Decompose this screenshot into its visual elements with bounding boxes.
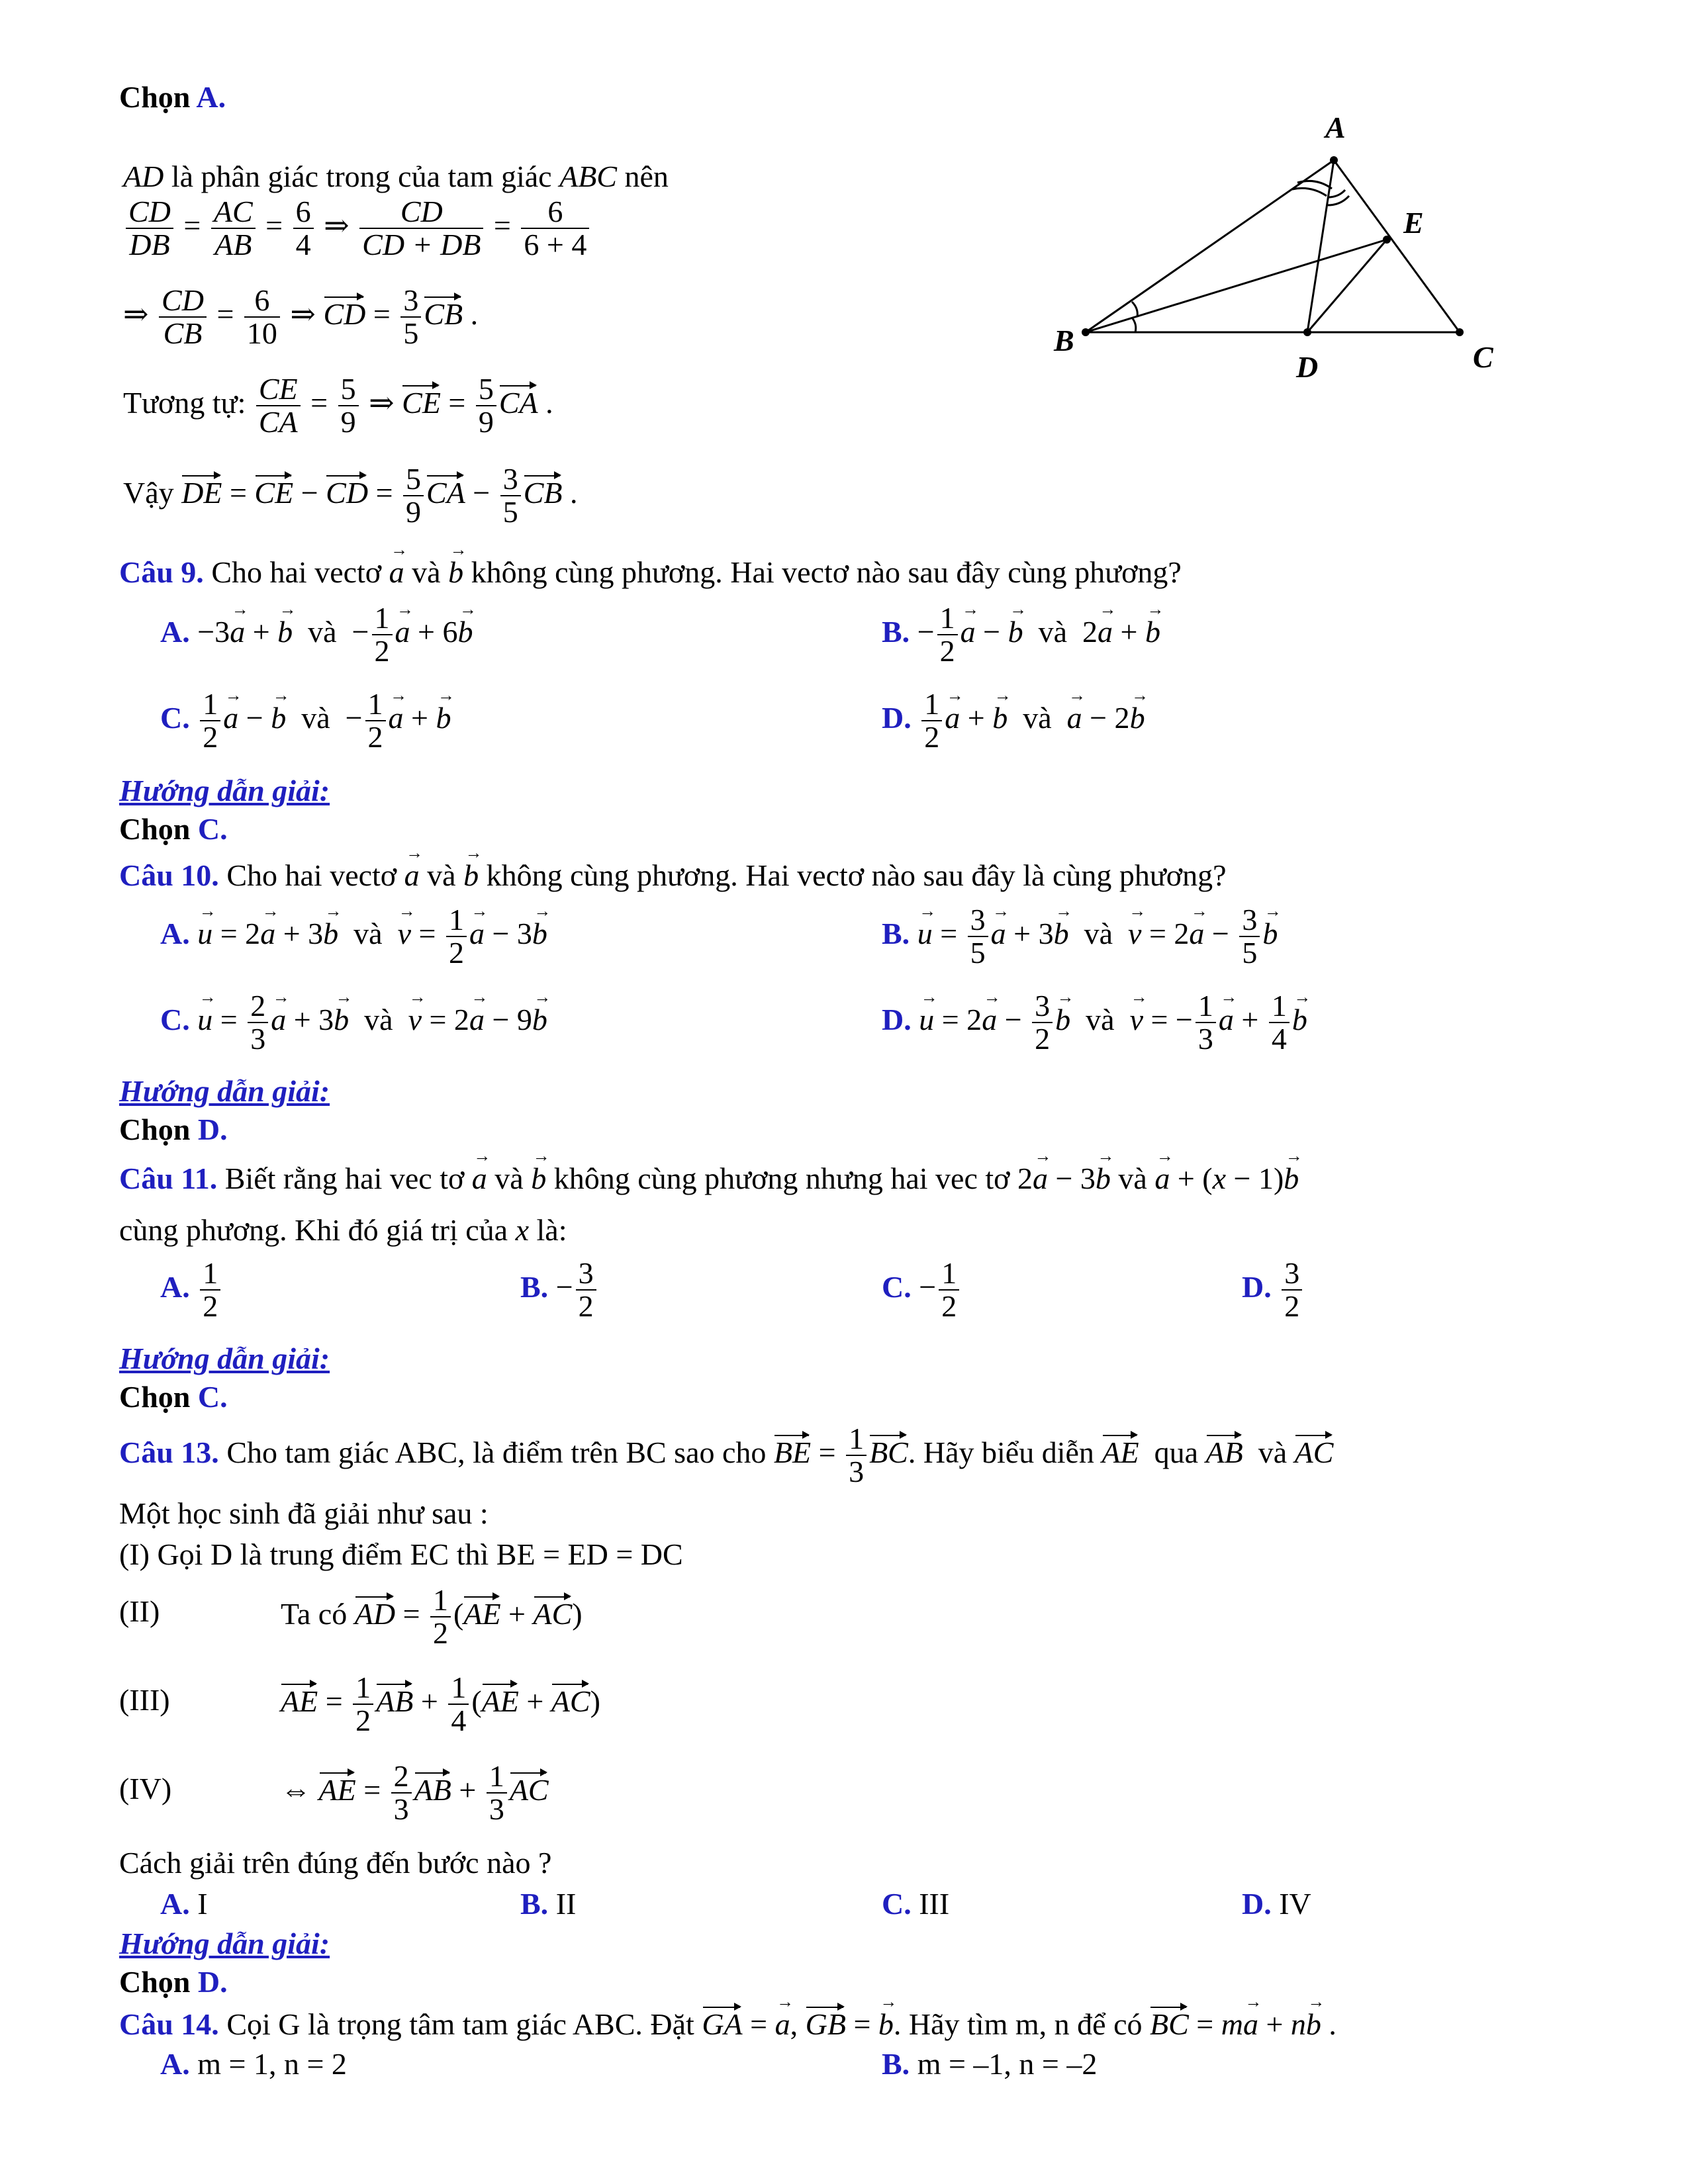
q10-letter-d: D. bbox=[882, 1002, 912, 1036]
q10-hint: Hướng dẫn giải: bbox=[119, 1074, 330, 1108]
label-e: E bbox=[1403, 206, 1424, 240]
q9-option-a[interactable]: A. −3→ a + → b và − $\frac{1}{2}$ → a + 6→ b bbox=[160, 602, 473, 668]
q10-letter-c: C. bbox=[160, 1002, 190, 1036]
q10-option-a[interactable]: A. → u = 2→ a + 3→ b và → v = $\frac{1}{2}$ → a − 3→ b bbox=[160, 904, 547, 970]
q9-letter-d: D. bbox=[882, 700, 912, 735]
q11-letter-a: A. bbox=[160, 1269, 190, 1304]
vay-text: Vậy bbox=[123, 475, 174, 510]
solution-line-1: AD là phân giác trong của tam giác ABC nên bbox=[123, 159, 669, 193]
q11-stem-line2: cùng phương. Khi đó giá trị của x là: bbox=[119, 1213, 567, 1247]
q13-answer: Chọn D. bbox=[119, 1965, 228, 1999]
q13-option-c[interactable] bbox=[882, 1889, 949, 1919]
q13-text2: . Hãy biểu diễn bbox=[908, 1435, 1094, 1469]
point-d bbox=[1303, 328, 1311, 336]
point-c bbox=[1456, 328, 1464, 336]
q11-label: Câu 11. bbox=[119, 1161, 218, 1195]
q13-letter-b: B. bbox=[520, 1887, 549, 1921]
q9-stem: Câu 9. Cho hai vectơ → a và → b không cùng phương. Hai vectơ nào sau đây cùng phương? bbox=[119, 557, 1182, 588]
solution-line-4: Tương tự: $\frac{CE}{CA}$ = $\frac{5}{9}$ ⇒ CE = $\frac{5}{9}$ CA . bbox=[123, 372, 553, 439]
q11-option-a[interactable]: A. $\frac{1}{2}$ bbox=[160, 1257, 223, 1323]
q13-text-b: II bbox=[555, 1887, 577, 1921]
q10-stem: Câu 10. Cho hai vectơ → a và → b không cùng phương. Hai vectơ nào sau đây là cùng phương? bbox=[119, 860, 1227, 891]
q13-student: Một học sinh đã giải như sau : bbox=[119, 1496, 489, 1530]
q10-letter-a: A. bbox=[160, 916, 190, 950]
q13-label: Câu 13. bbox=[119, 1435, 219, 1469]
angle-arc-a4 bbox=[1328, 190, 1345, 197]
q13-option-d[interactable] bbox=[1242, 1889, 1311, 1919]
q10-option-c[interactable]: C. → u = $\frac{2}{3}$ → a + 3→ b và → v = 2→ a − 9→ b bbox=[160, 990, 547, 1056]
solution-line-3: ⇒ $\frac{CD}{CB}$ = $\frac{6}{10}$ ⇒ CD = $\frac{3}{5}$ CB . bbox=[123, 283, 479, 351]
q13-step4-label: (IV) bbox=[119, 1772, 172, 1805]
q9-option-b[interactable]: B. − $\frac{1}{2}$ → a − → b và 2→ a + → b bbox=[882, 602, 1160, 668]
q11-option-d[interactable]: D. $\frac{3}{2}$ bbox=[1242, 1257, 1305, 1323]
q13-option-b[interactable] bbox=[520, 1889, 576, 1919]
q9-option-c[interactable]: C. $\frac{1}{2}$ → a − → b và − $\frac{1}{2}$ → a + → b bbox=[160, 688, 451, 754]
angle-arc-a1 bbox=[1292, 188, 1327, 196]
point-b bbox=[1082, 328, 1090, 336]
q13-option-a[interactable] bbox=[160, 1889, 208, 1919]
q13-letter-d: D. bbox=[1242, 1887, 1272, 1921]
q14-label: Câu 14. bbox=[119, 2007, 219, 2041]
solution-line-5: Vậy DE = CE − CD = $\frac{5}{9}$ CA − $\frac{3}{5}$ CB . bbox=[123, 462, 578, 529]
label-d: D bbox=[1296, 350, 1319, 384]
q13-letter-c: C. bbox=[882, 1887, 912, 1921]
solution-line-2: $\frac{CD}{DB}$ = $\frac{AC}{AB}$ = $\frac{6}{4}$ ⇒ $\frac{CD}{CD + DB}$ = $\frac{6}{6 + 4}$ bbox=[123, 196, 592, 261]
q11-hint: Hướng dẫn giải: bbox=[119, 1342, 330, 1375]
label-b: B bbox=[1054, 324, 1074, 357]
q9-answer: Chọn C. bbox=[119, 812, 228, 846]
side-ab bbox=[1086, 160, 1334, 332]
side-ac bbox=[1334, 160, 1460, 332]
q11-stem-line1: Câu 11. Biết rằng hai vec tơ → a và → b không cùng phương nhưng hai vec tơ 2→ a − 3→ b và → a + (x − 1)→ b bbox=[119, 1163, 1299, 1194]
q13-va: và bbox=[1258, 1435, 1288, 1469]
q9-letter-c: C. bbox=[160, 700, 190, 735]
q13-question: Cách giải trên đúng đến bước nào ? bbox=[119, 1846, 552, 1880]
q13-taco: Ta có bbox=[281, 1596, 348, 1631]
q13-step3-eq: AE = $\frac{1}{2}$ AB + $\frac{1}{4}$ (AE + AC) bbox=[281, 1670, 600, 1738]
q9-option-d[interactable]: D. $\frac{1}{2}$ → a + → b và → a − 2→ b bbox=[882, 688, 1145, 754]
q14-text-a: m = 1, n = 2 bbox=[197, 2047, 347, 2081]
angle-arc-b2 bbox=[1132, 318, 1136, 332]
q13-step1: (I) Gọi D là trung điểm EC thì BE = ED = DC bbox=[119, 1537, 683, 1571]
q13-text-c: III bbox=[919, 1887, 950, 1921]
q14-text-b: m = –1, n = –2 bbox=[917, 2047, 1098, 2081]
q13-hint: Hướng dẫn giải: bbox=[119, 1927, 330, 1960]
angle-arc-b1 bbox=[1132, 302, 1137, 317]
choose-answer-header: Chọn A. bbox=[119, 80, 226, 114]
q11-option-c[interactable]: C. − $\frac{1}{2}$ bbox=[882, 1257, 962, 1323]
q9-letter-b: B. bbox=[882, 614, 910, 649]
q13-step3-label: (III) bbox=[119, 1683, 170, 1717]
q13-step4-eq: ⇔ AE = $\frac{2}{3}$ AB + $\frac{1}{3}$ AC bbox=[281, 1759, 549, 1827]
q9-letter-a: A. bbox=[160, 614, 190, 649]
label-a: A bbox=[1325, 113, 1346, 144]
q14-letter-b: B. bbox=[882, 2047, 910, 2081]
q14-text2: . Hãy tìm m, n để có bbox=[893, 2007, 1143, 2041]
q13-text-a: I bbox=[197, 1887, 208, 1921]
q14-text: Cọi G là trọng tâm tam giác ABC. Đặt bbox=[226, 2007, 694, 2041]
bisector-text: là phân giác trong của tam giác bbox=[171, 159, 552, 193]
q13-text: Cho tam giác ABC, là điểm trên BC sao cho bbox=[226, 1435, 767, 1469]
q10-label: Câu 10. bbox=[119, 858, 219, 892]
label-c: C bbox=[1473, 340, 1493, 374]
triangle-diagram bbox=[1019, 113, 1509, 390]
point-e bbox=[1383, 236, 1391, 244]
q14-option-a[interactable] bbox=[160, 2049, 347, 2079]
q14-stem: Câu 14. Cọi G là trọng tâm tam giác ABC. Đặt GA = → a, GB = → b. Hãy tìm m, n để có BC = m→ a + n→ b . bbox=[119, 2009, 1336, 2040]
tuong-tu-text: Tương tự: bbox=[123, 385, 246, 420]
point-a bbox=[1330, 156, 1338, 164]
nen-text: nên bbox=[624, 159, 669, 193]
bisector-be bbox=[1086, 240, 1387, 332]
q14-letter-a: A. bbox=[160, 2047, 190, 2081]
q13-letter-a: A. bbox=[160, 1887, 190, 1921]
q9-label: Câu 9. bbox=[119, 555, 204, 589]
q11-letter-c: C. bbox=[882, 1269, 912, 1304]
q11-letter-b: B. bbox=[520, 1269, 549, 1304]
q10-option-d[interactable]: D. → u = 2→ a − $\frac{3}{2}$ → b và → v = − $\frac{1}{3}$ → a + $\frac{1}{4}$ → b bbox=[882, 990, 1307, 1056]
q13-step2-label: (II) bbox=[119, 1594, 160, 1628]
q14-option-b[interactable] bbox=[882, 2049, 1097, 2079]
q13-step2-eq: Ta có AD = $\frac{1}{2}$ (AE + AC) bbox=[281, 1583, 583, 1651]
q11-option-b[interactable]: B. − $\frac{3}{2}$ bbox=[520, 1257, 599, 1323]
q13-qua: qua bbox=[1154, 1435, 1199, 1469]
q11-letter-d: D. bbox=[1242, 1269, 1272, 1304]
q10-answer: Chọn D. bbox=[119, 1113, 228, 1146]
q13-stem: Câu 13. Cho tam giác ABC, là điểm trên BC sao cho BE = $\frac{1}{3}$ BC. Hãy biểu diễn AE qua AB và AC bbox=[119, 1422, 1334, 1489]
q9-hint: Hướng dẫn giải: bbox=[119, 774, 330, 807]
q10-letter-b: B. bbox=[882, 916, 910, 950]
q11-answer: Chọn C. bbox=[119, 1380, 228, 1414]
q13-text-d: IV bbox=[1279, 1887, 1311, 1921]
q10-option-b[interactable]: B. → u = $\frac{3}{5}$ → a + 3→ b và → v = 2→ a − $\frac{3}{5}$ → b bbox=[882, 904, 1278, 970]
